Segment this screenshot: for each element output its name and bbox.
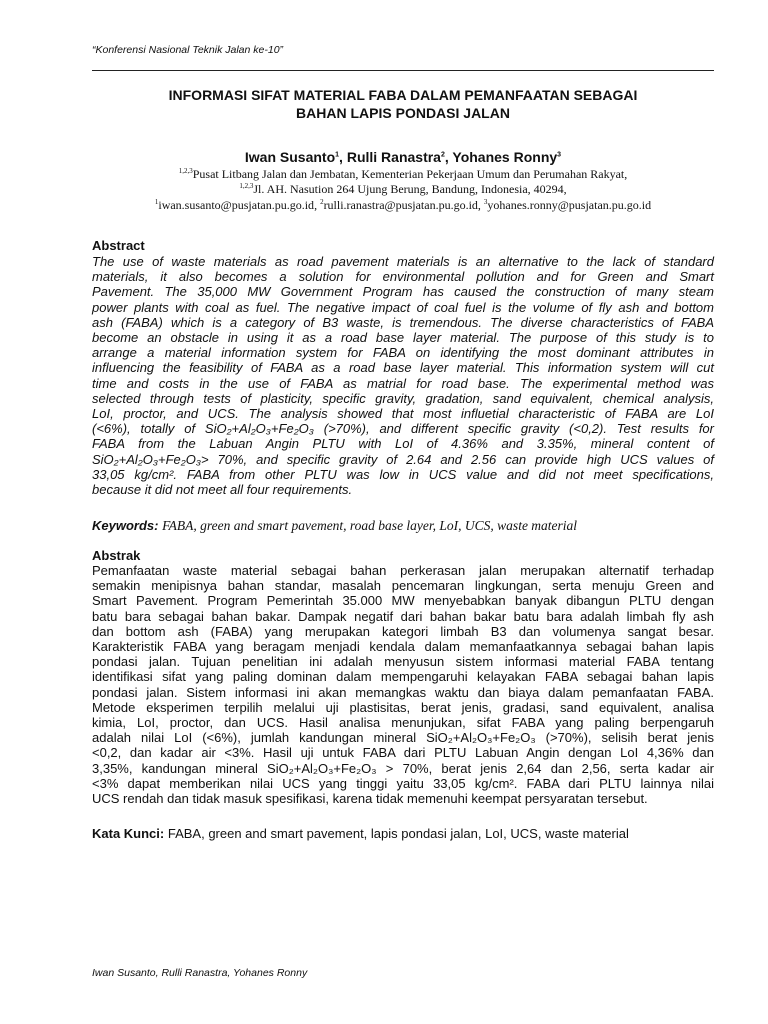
- affiliation-text: Pusat Litbang Jalan dan Jembatan, Kementerian Pekerjaan Umum dan Perumahan Rakyat,: [192, 167, 628, 181]
- paragraph-line: (<6%), totally of SiO₂+Al₂O₃+Fe₂O₃ (>70%), and different specific gravity (<0,2). Test results for: [92, 421, 714, 437]
- keywords: [92, 518, 714, 534]
- title-line-1: INFORMASI SIFAT MATERIAL FABA DALAM PEMANFAATAN SEBAGAI: [168, 87, 638, 103]
- paragraph-line: <0,2, dan kadar air <3%. Hasil uji untuk FABA dari PLTU Labuan Angin dengan LoI 4,36% dan: [92, 745, 714, 761]
- page-footer: Iwan Susanto, Rulli Ranastra, Yohanes Ronny: [92, 967, 308, 979]
- paragraph-line: batu bara sebagai bahan bakar. Dampak negatif dari bahan bakar batu bara adalah limbah fly ash: [92, 608, 714, 624]
- affiliation-line-2: [92, 182, 714, 197]
- affiliation-sup: 1,2,3: [239, 182, 254, 190]
- email-sup: 2: [320, 198, 324, 206]
- author-list: Iwan Susanto$^1$, Rulli Ranastra$^2$, Yohanes Ronny$^3$: [244, 149, 562, 165]
- abstrak-heading: Abstrak: [92, 548, 141, 563]
- header-rule: [92, 70, 714, 71]
- paragraph-line: 33,05 kg/cm². FABA from other PLTU was low in UCS value and did not meet specifications,: [92, 466, 714, 482]
- author-name: Yohanes Ronny: [452, 149, 558, 165]
- email-link[interactable]: rulli.ranastra@pusjatan.pu.go.id: [323, 198, 478, 212]
- paragraph-line: dan bottom ash (FABA) yang merupakan kategori limbah B3 dan volumenya sangat besar.: [92, 623, 714, 639]
- paragraph-line: because it did not meet all four requirements.: [92, 482, 353, 498]
- title-line-2: BAHAN LAPIS PONDASI JALAN: [296, 105, 510, 121]
- paragraph-line: Metode eksperimen terpilih melalui uji plastisitas, berat jenis, gradasi, sand equivalent, analisa: [92, 699, 714, 715]
- paragraph-line: Pavement. The 35,000 MW Government Program has caused the construction of many steam: [92, 284, 714, 300]
- paragraph-line: semakin menipisnya bahan standar, masalah pencemaran lingkungan, serta menuju Green and: [92, 578, 714, 594]
- affiliation-text: Jl. AH. Nasution 264 Ujung Berung, Bandung, Indonesia, 40294,: [253, 182, 567, 196]
- email-sup: 3: [483, 198, 488, 206]
- paragraph-line: LoI, proctor, and UCS. The analysis showed that most influetial characteristic of FABA are LoI: [92, 406, 714, 422]
- email-link[interactable]: iwan.susanto@pusjatan.pu.go.id: [158, 198, 315, 212]
- abstract-heading: Abstract: [92, 238, 145, 253]
- paragraph-line: FABA from the Labuan Angin PLTU with LoI of 4.36% and 3.35%, mineral content of: [92, 436, 714, 452]
- abstrak-body: [92, 563, 714, 806]
- paragraph-line: The use of waste materials as road pavement materials is an alternative to the lack of standard: [92, 254, 714, 269]
- email-line: $^1$iwan.susanto@pusjatan.pu.go.id, $^2$rulli.ranastra@pusjatan.pu.go.id, $^3$yohanes.ronny@pusjatan.pu.go.id: [154, 198, 652, 212]
- author-sup: 3: [557, 151, 562, 159]
- paragraph-line: pondasi jalan. Tujuan penelitian ini adalah menyusun sistem informasi material FABA tentang: [92, 654, 714, 670]
- paragraph-line: <3% dapat memberikan nilai UCS yang tinggi yaitu 33,05 kg/cm². FABA dari PLTU lainnya nilai: [92, 775, 714, 791]
- kata-kunci: [92, 826, 714, 841]
- paragraph-line: identifikasi sifat yang paling dominan dalam mempengaruhi kelayakan FABA sebagai bahan lapis: [92, 669, 714, 685]
- paragraph-line: Karakteristik FABA yang beragam menjadi kendala dalam memanfaatkannya sebagai bahan lapis: [92, 639, 714, 655]
- paragraph-line: UCS rendah dan tidak masuk spesifikasi, karena tidak memenuhi keempat persyaratan tersebut.: [92, 791, 648, 807]
- paragraph-line: materials, it also becomes a solution for environmental pollution and for Green and Smart: [92, 269, 714, 285]
- paragraph-line: SiO₂+Al₂O₃+Fe₂O₃> 70%, and specific gravity of 2.64 and 2.56 can provide high UCS values of: [92, 451, 714, 467]
- email-link[interactable]: yohanes.ronny@pusjatan.pu.go.id: [487, 198, 652, 212]
- kata-kunci-label: Kata Kunci:: [92, 826, 165, 841]
- paragraph-line: ash (FABA) which is a category of B3 waste, is tremendous. The diverse characteristics of FABA: [92, 314, 714, 330]
- kata-kunci-text: FABA, green and smart pavement, lapis pondasi jalan, LoI, UCS, waste material: [167, 826, 629, 841]
- paragraph-line: kimia, LoI, proctor, dan UCS. Hasil analisa menunjukan, sifat FABA yang paling berpengaruh: [92, 715, 714, 731]
- running-head: “Konferensi Nasional Teknik Jalan ke-10”: [92, 44, 284, 56]
- affiliation-sup: 1,2,3: [178, 167, 193, 175]
- paragraph-line: power plants with coal as fuel. The negative impact of coal fuel is the volume of fly ash and bottom: [92, 299, 714, 315]
- paragraph-line: pondasi jalan. Sistem informasi ini akan memangkas waktu dan biaya dalam pemanfaatan FABA.: [92, 684, 714, 700]
- paragraph-line: time and costs in the use of FABA as matrial for road base. The experimental method was: [92, 375, 714, 391]
- paragraph-line: influencing the feasibility of FABA as a road base layer material. This information system will cut: [92, 360, 714, 376]
- paragraph-line: arrange a material information system for FABA on identifying the most dominant attributes in: [92, 345, 714, 361]
- paragraph-line: Smart Pavement. Program Pemerintah 35.000 MW menyebabkan banyak dibangun PLTU dengan: [92, 593, 714, 609]
- paragraph-line: become an obstacle in using it as a road base layer material. The purpose of this study is to: [92, 330, 714, 346]
- keywords-text: FABA, green and smart pavement, road base layer, LoI, UCS, waste material: [162, 518, 578, 533]
- author-name: Rulli Ranastra: [346, 149, 441, 165]
- affiliation-line-1: [92, 167, 714, 182]
- paragraph-line: adalah nilai LoI (<6%), jumlah kandungan mineral SiO₂+Al₂O₃+Fe₂O₃ (>70%), selisih berat jenis: [92, 730, 714, 746]
- author-name: Iwan Susanto: [244, 149, 336, 165]
- abstract-body: [92, 254, 714, 497]
- paragraph-line: Pemanfaatan waste material sebagai bahan perkerasan jalan merupakan alternatif terhadap: [92, 563, 714, 578]
- email-sup: 1: [154, 198, 159, 206]
- author-sup: 1: [335, 151, 340, 159]
- paper-title: [92, 86, 714, 122]
- paragraph-line: 3,35%, kandungan mineral SiO₂+Al₂O₃+Fe₂O₃ > 70%, berat jenis 2,64 dan 2,56, serta kadar air: [92, 760, 714, 776]
- keywords-label: Keywords:: [92, 518, 159, 533]
- paragraph-line: selected through tests of plasticity, specific gravity, gradation, sand equivalent, chemical analysis,: [92, 390, 714, 406]
- author-sup: 2: [440, 151, 445, 159]
